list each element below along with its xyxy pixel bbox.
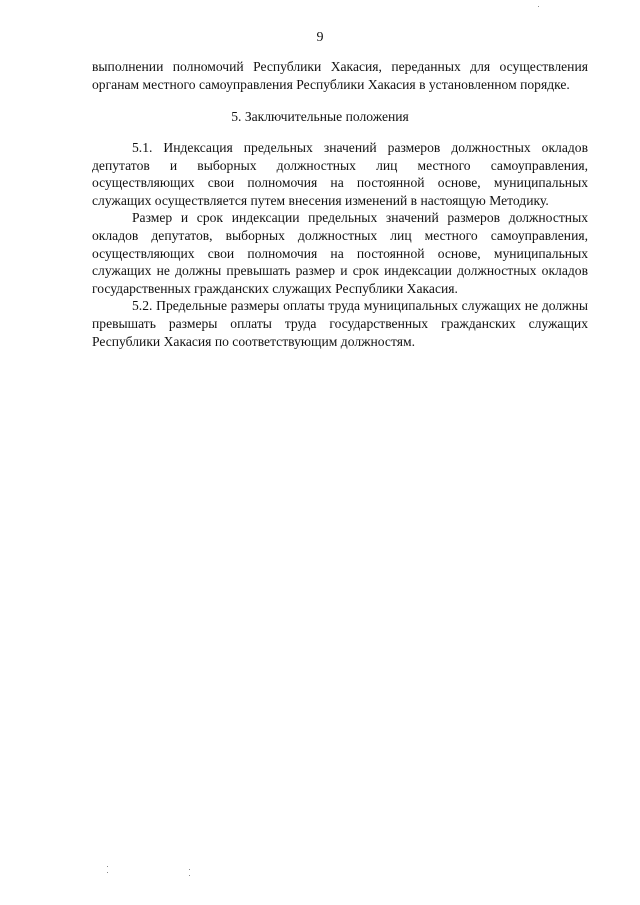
scan-speck	[538, 6, 539, 7]
scan-speck	[189, 875, 190, 876]
scan-speck	[107, 872, 108, 873]
section-heading: 5. Заключительные положения	[231, 109, 409, 124]
paragraph-indexation-limits: Размер и срок индексации предельных значений размеров должностных окладов депутатов, выборных должностных лиц местного самоуправления, осуществляющих свои полномочия на постоянной основе, муниципальных служащих не должны превышать размер и срок индексации должностных окладов государственных гражданских служащих Республики Хакасия.	[92, 210, 588, 296]
intro-paragraph	[92, 58, 588, 93]
page-number: 9	[316, 30, 324, 45]
scan-speck	[189, 869, 190, 870]
section-body	[92, 139, 588, 350]
paragraph-5-1: 5.1. Индексация предельных значений размеров должностных окладов депутатов и выборных должностных лиц местного самоуправления, осуществляющих свои полномочия на постоянной основе, муниципальных служащих осуществляется путем внесения изменений в настоящую Методику.	[92, 140, 588, 208]
paragraph-5-2: 5.2. Предельные размеры оплаты труда муниципальных служащих не должны превышать размеры оплаты труда государственных гражданских служащих Республики Хакасия по соответствующим должностям.	[92, 298, 588, 349]
scan-speck	[107, 866, 108, 867]
intro-text: выполнении полномочий Республики Хакасия, переданных для осуществления органам местного самоуправления Республики Хакасия в установленном порядке.	[92, 59, 588, 92]
